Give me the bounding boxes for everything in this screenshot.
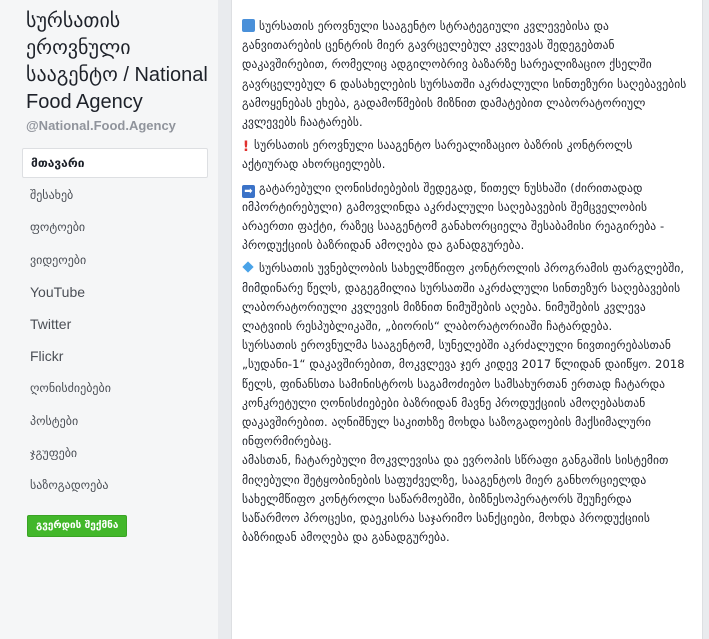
- nav-item-community[interactable]: საზოგადოება: [30, 477, 109, 492]
- post-paragraph-4: [242, 259, 692, 336]
- post-paragraph-2: [242, 136, 692, 174]
- page-handle[interactable]: @National.Food.Agency: [26, 118, 176, 133]
- page-sidebar: [0, 0, 218, 639]
- create-page-button[interactable]: გვერდის შექმნა: [27, 515, 127, 537]
- nav-item-flickr[interactable]: Flickr: [30, 348, 64, 365]
- post-content: [231, 0, 703, 639]
- nav-item-youtube[interactable]: YouTube: [30, 283, 86, 300]
- nav-item-photos[interactable]: ფოტოები: [30, 220, 86, 235]
- right-arrow-icon: ➡: [242, 185, 255, 198]
- nav-item-videos[interactable]: ვიდეოები: [30, 252, 87, 267]
- post-paragraph-5: სურსათის ეროვნულმა სააგენტომ, სუნელებში აკრძალული ნივთიერებასთან „სუდანი-1“ დაკავშირებით, მოკვლევა ჯერ კიდევ 2017 წლიდან დაიწყო. 2018 წელს, ფინანსთა სამინისტროს საგამოძიებო სამსახურთან ერთად ჩატარდა კონკრეტული ღონისძიებები ბაზრიდან მავნე პროდუქციის ამოღებასთან დაკავშირებით. აღნიშნულ საკითხზე მოხდა საზოგადოების მაქსიმალური ინფორმირებაც.: [242, 338, 685, 449]
- nav-item-posts[interactable]: პოსტები: [30, 413, 79, 428]
- post-paragraph-3: [242, 179, 692, 256]
- post-paragraph-1: [242, 17, 692, 132]
- post-paragraph-1-text: სურსათის ეროვნული სააგენტო სტრატეგიული კვლევებისა და განვითარების ცენტრის მიერ გავრცელებულ კვლევას შედეგებთან დაკავშირებით, რომელიც ადგილობრივ ბაზარზე სარეალიზაციო ქსელში გავრცელებულ 6 დასახელების სურსათში აკრძალული სინთეზური საღებავების გამოყენებას ეხება, გადამოწმების მიზნით დამატებით ლაბორატორიულ კვლევებს ჩაატარებს.: [242, 19, 687, 130]
- nav-item-about[interactable]: შესახებ: [30, 188, 74, 203]
- blue-diamond-icon: [242, 261, 255, 274]
- nav-item-events[interactable]: ღონისძიებები: [30, 381, 111, 396]
- page-nav: [22, 148, 208, 502]
- exclamation-icon: !: [242, 139, 250, 156]
- post-paragraph-6: ამასთან, ჩატარებული მოკვლევისა და ევროპის სწრაფი განგაშის სისტემით მიღებული შეტყობინების საფუძველზე, სააგენტოს მიერ განხორციელდა სახელმწიფო კონტროლი საწარმოებში, ბიზნესოპერატორს შეუჩერდა საწარმოო პროცესი, დაეკისრა საჯარიმო სანქციები, მოხდა პროდუქციის ბაზრიდან ამოღება და განადგურება.: [242, 453, 669, 545]
- post-paragraph-4-text: სურსათის უვნებლობის სახელმწიფო კონტროლის პროგრამის ფარგლებში, მიმდინარე წელს, დაგეგმილია სურსათში აკრძალული სინთეზურ საღებავების ლაბორატორიული კვლევის მიზნით ნიმუშების აღება. ნიმუშების კვლევა ლატვიის რესპუბლიკაში, „ბიორის“ ლაბორატორიაში ჩატარდება.: [242, 261, 685, 334]
- nav-item-home[interactable]: მთავარი: [22, 148, 208, 178]
- post-paragraph-3-text: გატარებული ღონისძიებების შედეგად, წითელ ნუსხაში (ძირითადად იმპორტირებული) გამოვლინდა აკრძალული საღებავების შემცველობის არაერთი ფაქტი, რაზეც სააგენტომ განახორციელა შესაბამისი რეაგირება - პროდუქციის ბაზრიდან ამოღება და განადგურება.: [242, 180, 665, 253]
- nav-item-twitter[interactable]: Twitter: [30, 315, 72, 332]
- top-icon: [242, 19, 255, 32]
- nav-item-groups[interactable]: ჯგუფები: [30, 445, 78, 460]
- page-name[interactable]: სურსათის ეროვნული სააგენტო / National Food Agency: [26, 10, 208, 113]
- post-paragraph-2-text: სურსათის ეროვნული სააგენტო სარეალიზაციო ბაზრის კონტროლს აქტიურად ახორციელებს.: [242, 138, 633, 172]
